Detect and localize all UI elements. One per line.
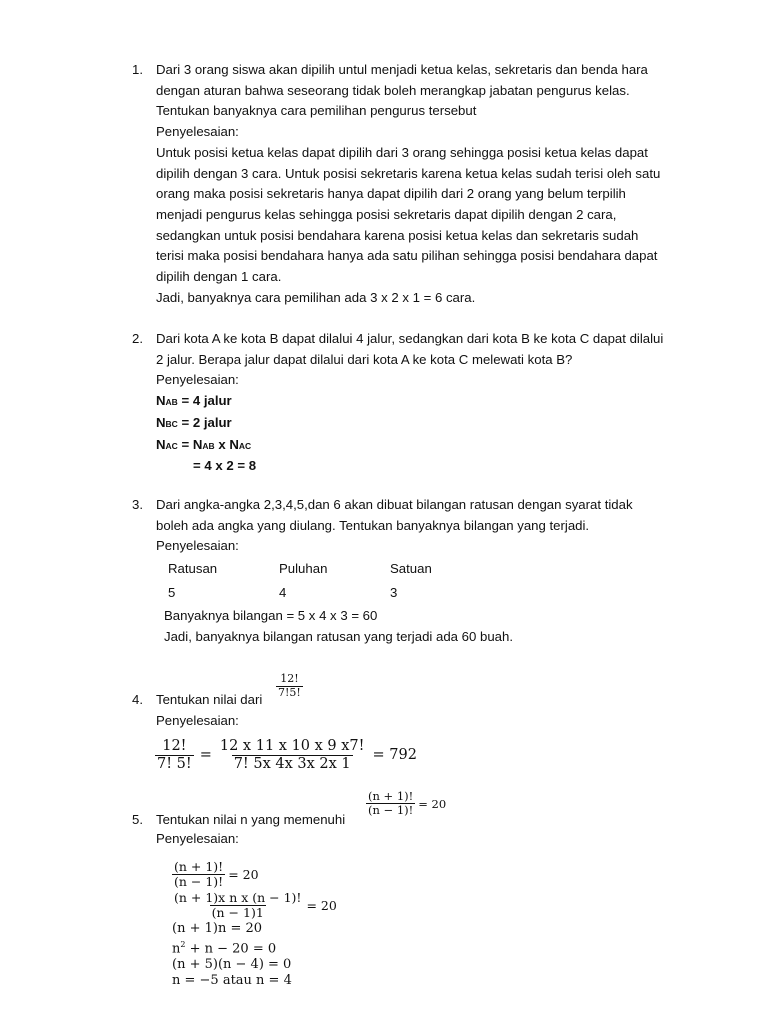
solution-step-3: (n + 1)n = 20 (172, 920, 263, 936)
equation-nab: NAB = 4 jalur (156, 393, 232, 409)
table-header: Ratusan (168, 561, 218, 576)
text-line: sedangkan untuk posisi bendahara karena posisi ketua kelas dan sekretaris sudah (156, 227, 639, 243)
table-cell: 5 (168, 585, 176, 600)
equation-result: = 4 x 2 = 8 (193, 458, 257, 474)
question-5-text: Tentukan nilai n yang memenuhi (156, 812, 346, 827)
text-line: terisi maka posisi bendahara hanya ada satu pilihan sehingga posisi bendahara dapat (156, 248, 658, 264)
solution-step-6: n = −5 atau n = 4 (172, 972, 292, 988)
result-line: Banyaknya bilangan = 5 x 4 x 3 = 60 (164, 608, 378, 623)
solution-label: Penyelesaian: (156, 713, 239, 728)
solution-label: Penyelesaian: (156, 124, 239, 140)
equation-nac: NAC = NAB x NAC (156, 436, 252, 452)
solution-step-5: (n + 5)(n − 4) = 0 (172, 956, 292, 972)
table-header: Satuan (390, 561, 432, 576)
solution-label: Penyelesaian: (156, 538, 239, 554)
question-number: 3. (132, 497, 143, 512)
text-line: Tentukan banyaknya cara pemilihan pengurus tersebut (156, 103, 477, 119)
text-line: dengan aturan bahwa seseorang tidak boleh merangkap jabatan pengurus kelas. (156, 82, 630, 98)
text-line: menjadi pengurus kelas sehingga posisi sekretaris dapat dipilih dengan 2 cara, (156, 206, 617, 222)
text-line: Dari angka-angka 2,3,4,5,dan 6 akan dibuat bilangan ratusan dengan syarat tidak (156, 497, 633, 512)
solution-label: Penyelesaian: (156, 372, 239, 388)
text-line: Untuk posisi ketua kelas dapat dipilih dari 3 orang sehingga posisi ketua kelas dapat (156, 144, 648, 160)
question-4-fraction: $\frac{12!}{7!5!}$ (278, 672, 301, 699)
question-5-fraction: $\frac{(n + 1)!}{(n - 1)!}$ = 20 (368, 789, 447, 818)
question-3-body (156, 495, 694, 557)
answer-line: Jadi, banyaknya cara pemilihan ada 3 x 2 x 1 = 6 cara. (156, 289, 476, 305)
text-line: Dari kota A ke kota B dapat dilalui 4 jalur, sedangkan dari kota B ke kota C dapat dilalui (156, 331, 664, 346)
question-number: 5. (132, 812, 143, 827)
solution-label: Penyelesaian: (156, 831, 239, 846)
table-cell: 4 (279, 585, 287, 600)
question-4-solution: $\frac{12!}{7! 5!}$ = $\frac{12 x 11 x 10 x 9 x7!}{7! 5x 4x 3x 2x 1}$ = 792 (157, 738, 417, 772)
table-header: Puluhan (279, 561, 328, 576)
solution-step-4: $n^2 + n - 20 = 0$ (172, 939, 277, 956)
question-4-text: Tentukan nilai dari (156, 692, 263, 707)
equation-nbc: NBC = 2 jalur (156, 414, 232, 430)
solution-step-1: $\frac{(n + 1)!}{(n - 1)!}$ = 20 (174, 859, 259, 890)
question-number: 1. (132, 62, 143, 77)
question-number: 2. (132, 331, 143, 346)
question-number: 4. (132, 692, 143, 707)
question-5-solution (172, 860, 337, 989)
question-2-body (156, 329, 694, 477)
text-line: 2 jalur. Berapa jalur dapat dilalui dari kota A ke kota C melewati kota B? (156, 351, 573, 367)
answer-line: Jadi, banyaknya bilangan ratusan yang terjadi ada 60 buah. (164, 629, 513, 644)
question-1-body (156, 60, 694, 308)
text-line: orang maka posisi sekretaris hanya dapat dipilih dari 2 orang yang belum terpilih (156, 186, 626, 202)
text-line: dipilih dengan 3 cara. Untuk posisi sekretaris karena ketua kelas sudah terisi oleh satu (156, 165, 661, 181)
text-line: dipilih dengan 1 cara. (156, 269, 282, 285)
solution-step-2: $\frac{\text{(n + 1)x n x (n − 1)!}}{(n - 1)1}$ = 20 (174, 889, 337, 921)
text-line: Dari 3 orang siswa akan dipilih untul menjadi ketua kelas, sekretaris dan benda hara (156, 62, 648, 77)
table-cell: 3 (390, 585, 398, 600)
text-line: boleh ada angka yang diulang. Tentukan banyaknya bilangan yang terjadi. (156, 517, 590, 533)
